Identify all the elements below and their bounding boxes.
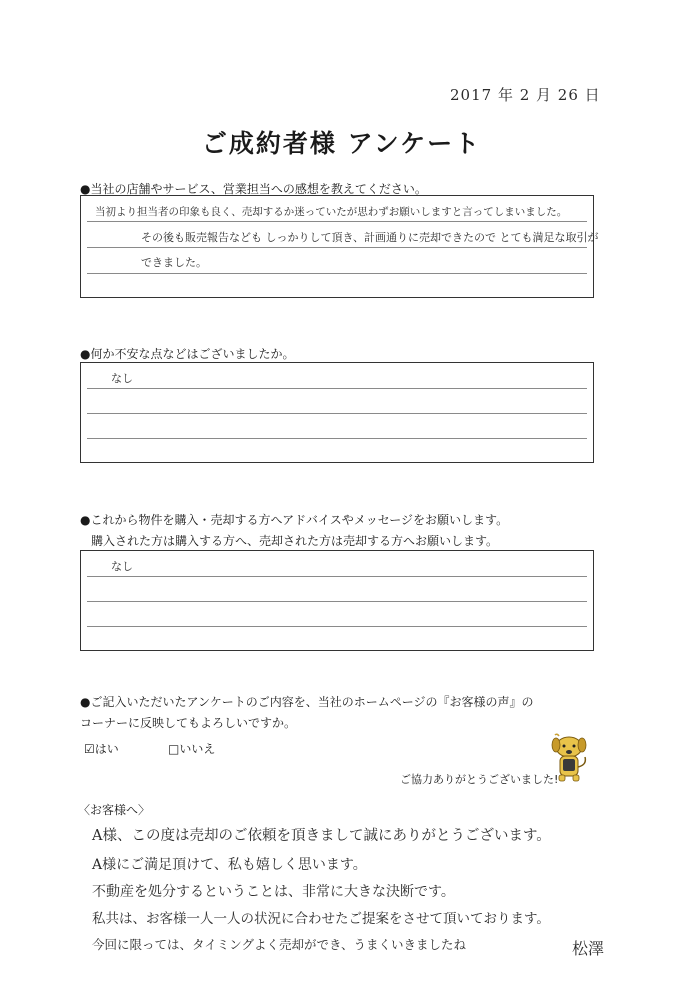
ruled-line [87,413,587,414]
question-4-line-1: ●ご記入いただいたアンケートのご内容を、当社のホームページの『お客様の声』の [80,695,534,709]
reply-line-2: A様にご満足頂けて、私も嬉しく思います。 [92,857,367,873]
answer-box-2 [80,362,594,463]
ruled-line [87,273,587,274]
answer-2: なし [111,372,133,385]
question-1: ●当社の店舗やサービス、営業担当への感想を教えてください。 [80,182,427,196]
ruled-line [87,388,587,389]
answer-box-1 [80,195,599,298]
ruled-line [87,626,587,627]
question-2: ●何か不安な点などはございましたか。 [80,347,295,361]
reply-line-3: 不動産を処分するということは、非常に大きな決断です。 [92,884,455,900]
answer-1-line-1: 当初より担当者の印象も良く、売却するか迷っていたが思わずお願いしますと言ってしまいました。 [95,206,568,218]
answer-1-line-2: その後も販売報告なども しっかりして頂き、計画通りに売却できたので とても満足な取引が [141,231,599,244]
consent-no-checkbox[interactable]: □いいえ [168,742,216,756]
question-3-line-2: 購入された方は購入する方へ、売却された方は売却する方へお願いします。 [91,534,499,548]
answer-1-line-3: できました。 [141,256,207,269]
survey-date: 2017 年 2 月 26 日 [450,86,601,104]
ruled-line [87,576,587,577]
consent-yes-checkbox[interactable]: ☑はい [84,742,119,756]
answer-box-3 [80,550,594,651]
thanks-message: ご協力ありがとうございました! [400,773,559,786]
answer-3: なし [111,560,133,573]
reply-line-5: 今回に限っては、タイミングよく売却ができ、うまくいきましたね [92,937,467,952]
ruled-line [87,221,587,222]
ruled-line [87,601,587,602]
ruled-line [87,247,587,248]
reply-label: 〈お客様へ〉 [78,803,151,817]
page-title: ご成約者様 アンケート [201,129,482,158]
reply-line-4: 私共は、お客様一人一人の状況に合わせたご提案をさせて頂いております。 [92,911,550,927]
question-4-line-2: コーナーに反映してもよろしいですか。 [80,716,297,730]
reply-line-1: A様、この度は売却のご依頼を頂きまして誠にありがとうございます。 [92,828,551,844]
ruled-line [87,438,587,439]
staff-signature: 松澤 [572,939,605,958]
question-3-line-1: ●これから物件を購入・売却する方へアドバイスやメッセージをお願いします。 [80,513,509,527]
